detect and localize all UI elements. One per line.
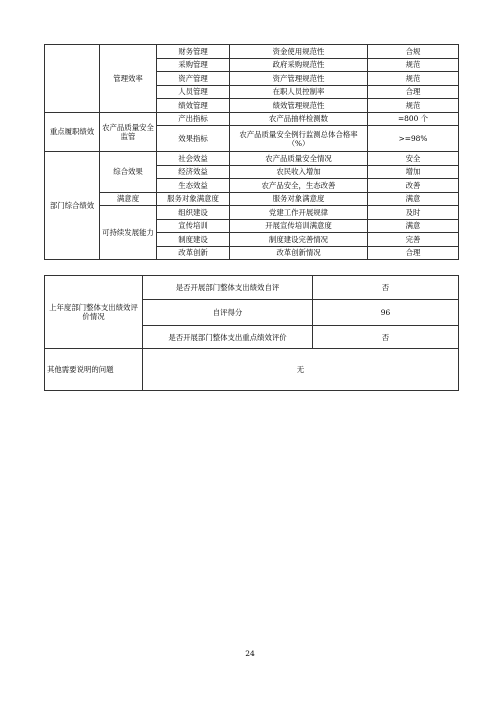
self-score-label: 自评得分	[143, 300, 313, 326]
prior-year-evaluation-table	[44, 275, 459, 391]
level2-satisfaction: 满意度	[100, 192, 157, 206]
indicator-cell: 农产品质量安全例行监测总体合格率（%）	[230, 126, 368, 152]
indicator-cell: 资产管理规范性	[230, 72, 368, 86]
level3-cell: 制度建设	[157, 233, 230, 247]
indicator-cell: 绩效管理规范性	[230, 99, 368, 113]
indicator-cell: 政府采购规范性	[230, 58, 368, 72]
level1-key-duty-performance: 重点履职绩效	[45, 112, 100, 152]
self-score-value: 96	[313, 300, 459, 326]
value-cell: 规范	[368, 58, 459, 72]
value-cell: =800 个	[368, 112, 459, 126]
indicator-cell: 制度建设完善情况	[230, 233, 368, 247]
level3-cell: 绩效管理	[157, 99, 230, 113]
level3-cell: 财务管理	[157, 45, 230, 59]
level2-management-efficiency: 管理效率	[100, 45, 157, 113]
indicator-cell: 农产品质量安全情况	[230, 152, 368, 166]
value-cell: 合理	[368, 246, 459, 260]
level3-cell: 改革创新	[157, 246, 230, 260]
level3-cell: 经济效益	[157, 165, 230, 179]
indicator-cell: 改革创新情况	[230, 246, 368, 260]
other-issues-value: 无	[143, 349, 459, 391]
level3-cell: 宣传培训	[157, 219, 230, 233]
value-cell: >=98%	[368, 126, 459, 152]
level2-agri-quality-supervision: 农产品质量安全监管	[100, 112, 157, 152]
indicator-cell: 农产品抽样检测数	[230, 112, 368, 126]
value-cell: 改善	[368, 179, 459, 193]
indicator-cell: 农民收入增加	[230, 165, 368, 179]
level3-cell: 产出指标	[157, 112, 230, 126]
value-cell: 合规	[368, 45, 459, 59]
level2-overall-effect: 综合效果	[100, 152, 157, 193]
page-number: 24	[245, 649, 255, 658]
level3-cell: 采购管理	[157, 58, 230, 72]
indicator-cell: 党建工作开展规律	[230, 206, 368, 220]
level3-cell: 社会效益	[157, 152, 230, 166]
self-eval-answer: 否	[313, 276, 459, 300]
value-cell: 规范	[368, 99, 459, 113]
value-cell: 满意	[368, 219, 459, 233]
key-eval-answer: 否	[313, 326, 459, 349]
level3-cell: 资产管理	[157, 72, 230, 86]
level3-cell: 组织建设	[157, 206, 230, 220]
indicator-cell: 在职人员控制率	[230, 85, 368, 99]
value-cell: 满意	[368, 192, 459, 206]
key-eval-question: 是否开展部门整体支出重点绩效评价	[143, 326, 313, 349]
prior-eval-label: 上年度部门整体支出绩效评价情况	[45, 276, 143, 349]
performance-indicator-table	[44, 44, 459, 260]
indicator-cell: 农产品安全，生态改善	[230, 179, 368, 193]
level3-cell: 生态效益	[157, 179, 230, 193]
level3-cell: 服务对象满意度	[157, 192, 230, 206]
other-issues-label: 其他需要说明的问题	[45, 349, 143, 391]
level3-cell: 效果指标	[157, 126, 230, 152]
indicator-cell: 服务对象满意度	[230, 192, 368, 206]
value-cell: 完善	[368, 233, 459, 247]
indicator-cell: 开展宣传培训满意度	[230, 219, 368, 233]
value-cell: 合理	[368, 85, 459, 99]
self-eval-question: 是否开展部门整体支出绩效自评	[143, 276, 313, 300]
level1-cell	[45, 45, 100, 113]
level1-department-performance: 部门综合绩效	[45, 152, 100, 260]
level2-sustainability: 可持续发展能力	[100, 206, 157, 260]
indicator-cell: 资金使用规范性	[230, 45, 368, 59]
level3-cell: 人员管理	[157, 85, 230, 99]
value-cell: 增加	[368, 165, 459, 179]
value-cell: 及时	[368, 206, 459, 220]
value-cell: 安全	[368, 152, 459, 166]
value-cell: 规范	[368, 72, 459, 86]
